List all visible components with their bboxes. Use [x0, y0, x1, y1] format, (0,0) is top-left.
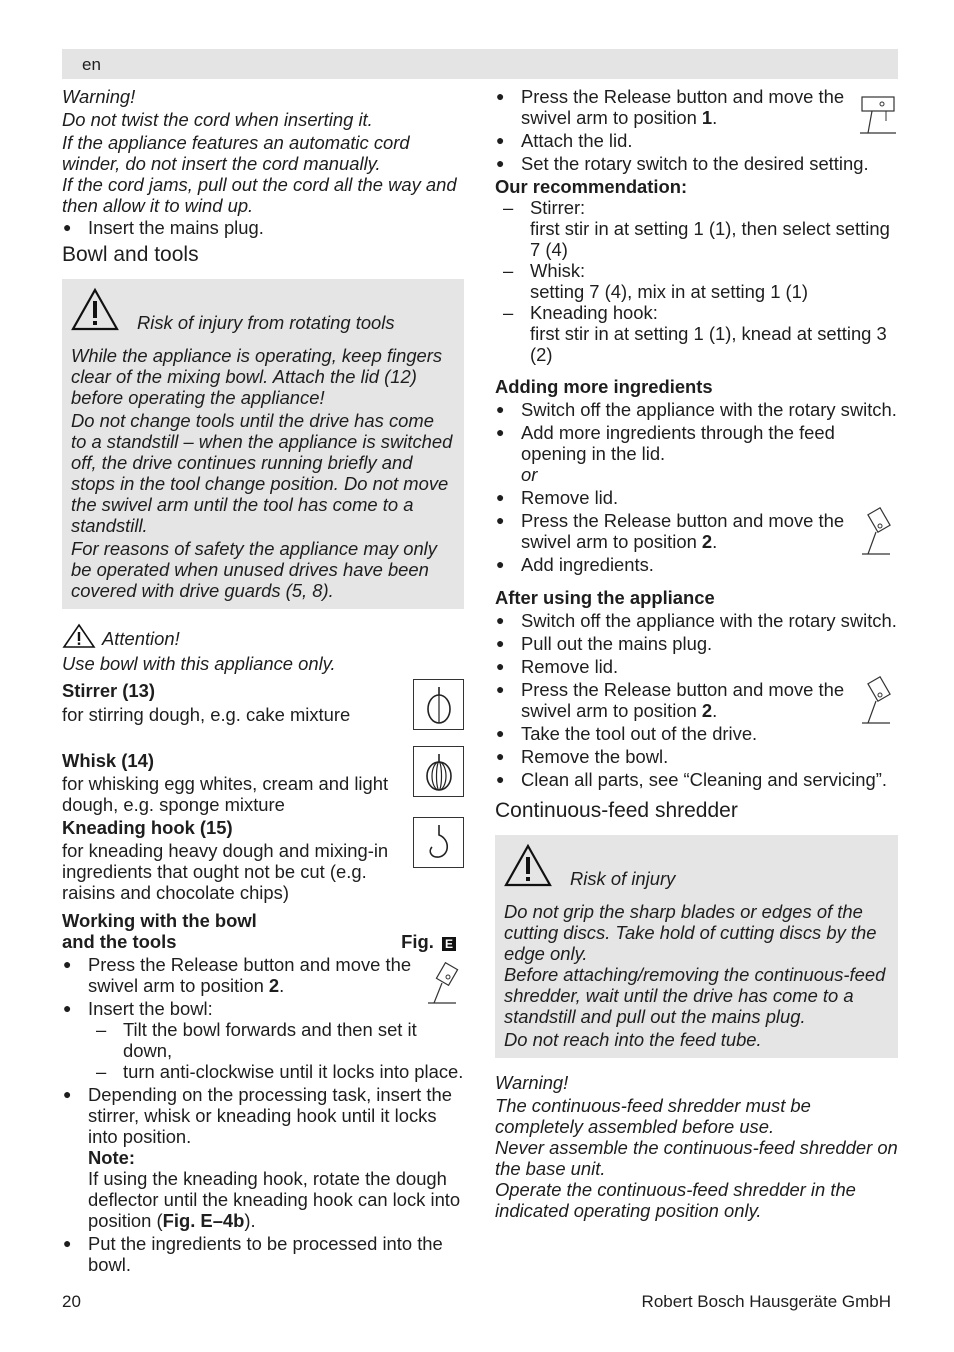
warning-line: Operate the continuous-feed shredder in the indicated operating position only.	[495, 1179, 856, 1221]
risk-box	[62, 279, 464, 609]
whisk-icon	[413, 746, 464, 797]
working-title: Working with the bowl	[62, 910, 257, 931]
note-text-part: If using the kneading hook, rotate the dough deflector until the kneading hook can lock into position (	[88, 1168, 461, 1231]
note-text-part: ).	[244, 1210, 256, 1231]
mixer-upright-icon	[856, 89, 898, 135]
after-title: After using the appliance	[495, 587, 715, 608]
after-step: ● Pull out the mains plug.	[495, 633, 898, 654]
warning-title: Warning!	[495, 1072, 569, 1093]
warning-line: Never assemble the continuous-feed shredder on the base unit.	[495, 1137, 898, 1179]
risk-paragraph: For reasons of safety the appliance may only be operated when unused drives have been covered with drive guards (5, 8).	[71, 538, 437, 601]
note-fig-suffix: –4b	[212, 1210, 245, 1231]
step-put-ingredients: ● Put the ingredients to be processed into the bowl.	[62, 1233, 464, 1275]
step-insert-tool	[62, 1084, 464, 1231]
add-step: ● Press the Release button and move the swivel arm to position 2.	[495, 510, 898, 552]
step-text: Press the Release button and move the swivel arm to position	[521, 679, 845, 721]
after-step: ● Switch off the appliance with the rotary switch.	[495, 610, 898, 631]
risk-paragraph: Before attaching/removing the continuous-feed shredder, wait until the drive has come to a standstill and pull out the mains plug.	[504, 964, 886, 1027]
note-label: Note:	[88, 1147, 135, 1168]
section-title-bowl-tools: Bowl and tools	[62, 243, 199, 266]
tool-description: for whisking egg whites, cream and light dough, e.g. sponge mixture	[62, 773, 389, 815]
warning-triangle-icon	[504, 843, 552, 891]
step-text: Insert the bowl:	[88, 998, 213, 1019]
note-fig: Fig. E	[162, 1210, 213, 1231]
warning-title: Warning!	[62, 86, 136, 107]
tool-stirrer	[62, 680, 464, 738]
tool-kneading-hook	[62, 817, 464, 903]
fig-letter: E	[442, 937, 456, 951]
tool-name: Kneading hook (15)	[62, 817, 233, 838]
add-step: ● Remove lid.	[495, 487, 898, 508]
rec-text: first stir in at setting 1 (1), knead at setting 3 (2)	[530, 323, 887, 365]
tool-name: Whisk (14)	[62, 750, 154, 771]
tool-whisk	[62, 750, 464, 815]
mixer-swivel-icon	[856, 504, 898, 550]
attention-title: Attention!	[102, 627, 180, 649]
rec-name: Whisk:	[530, 260, 586, 281]
tool-description: for stirring dough, e.g. cake mixture	[62, 704, 351, 725]
step-set-switch: ● Set the rotary switch to the desired setting.	[495, 153, 898, 174]
risk-paragraph: Do not change tools until the drive has come to a standstill – when the appliance is switched off, the drive continues running briefly and stops in the tool change position. Do not move the swivel arm until the tool has come to a standstill.	[71, 410, 453, 536]
fig-reference	[401, 931, 456, 952]
warning-line: Do not twist the cord when inserting it.	[62, 109, 373, 130]
after-step: ● Clean all parts, see “Cleaning and servicing”.	[495, 769, 898, 790]
fig-label: Fig.	[401, 931, 434, 952]
step-text: Press the Release button and move the swivel arm to position	[521, 86, 845, 128]
warning-line: The continuous-feed shredder must be completely assembled before use.	[495, 1095, 811, 1137]
company-name: Robert Bosch Hausgeräte GmbH	[641, 1292, 891, 1311]
recommendation-item	[495, 302, 898, 365]
rec-name: Stirrer:	[530, 197, 586, 218]
position-number: 2	[268, 975, 280, 996]
risk-paragraph: Do not grip the sharp blades or edges of the cutting discs. Take hold of cutting discs by the edge only.	[504, 901, 877, 964]
after-step: ● Press the Release button and move the swivel arm to position 2.	[495, 679, 898, 721]
warning-line: If the cord jams, pull out the cord all the way and then allow it to wind up.	[62, 174, 457, 216]
step-release-swivel: ● Press the Release button and move the swivel arm to position 2.	[62, 954, 464, 996]
step-text: Depending on the processing task, insert the stirrer, whisk or kneading hook until it locks into position.	[88, 1084, 452, 1147]
step-release-position-1: ● Press the Release button and move the swivel arm to position 1.	[495, 86, 898, 128]
mixer-swivel-icon	[422, 957, 464, 1003]
sub-step: – turn anti-clockwise until it locks into place.	[88, 1061, 464, 1082]
or-label: or	[521, 464, 538, 485]
warning-triangle-icon	[62, 623, 96, 653]
add-step	[495, 422, 898, 485]
section-title-shredder: Continuous-feed shredder	[495, 799, 738, 822]
risk-box-title: Risk of injury	[570, 868, 676, 889]
mixer-swivel-icon	[856, 673, 898, 719]
recommendation-item	[495, 197, 898, 260]
after-step: ● Remove the bowl.	[495, 746, 898, 767]
attention-text: Use bowl with this appliance only.	[62, 653, 336, 674]
risk-paragraph: While the appliance is operating, keep fingers clear of the mixing bowl. Attach the lid (12) before operating the appliance!	[71, 345, 443, 408]
add-step: ● Add ingredients.	[495, 554, 898, 575]
right-column	[495, 86, 898, 1221]
warning-line: If the appliance features an automatic cord winder, do not insert the cord manually.	[62, 132, 410, 174]
language-bar	[62, 49, 898, 79]
risk-box	[495, 835, 898, 1058]
working-title: and the tools	[62, 931, 177, 952]
rec-text: setting 7 (4), mix in at setting 1 (1)	[530, 281, 809, 302]
tool-name: Stirrer (13)	[62, 680, 156, 701]
after-step: ● Take the tool out of the drive.	[495, 723, 898, 744]
language-code: en	[82, 55, 101, 74]
step-text: Press the Release button and move the swivel arm to position	[521, 510, 845, 552]
rec-text: first stir in at setting 1 (1), then select setting 7 (4)	[530, 218, 890, 260]
left-column	[62, 86, 464, 1277]
after-step: ● Remove lid.	[495, 656, 898, 677]
page-number: 20	[62, 1292, 81, 1311]
recommendation-title: Our recommendation:	[495, 176, 688, 197]
kneading-hook-icon	[413, 817, 464, 868]
working-heading	[62, 910, 464, 952]
risk-paragraph: Do not reach into the feed tube.	[504, 1029, 762, 1050]
step-text: Press the Release button and move the swivel arm to position	[88, 954, 412, 996]
step-insert-bowl	[62, 998, 464, 1082]
step-text: Add more ingredients through the feed opening in the lid.	[521, 422, 835, 464]
risk-box-title: Risk of injury from rotating tools	[137, 312, 395, 333]
warning-triangle-icon	[71, 287, 119, 335]
rec-name: Kneading hook:	[530, 302, 658, 323]
recommendation-item	[495, 260, 898, 302]
add-step: ● Switch off the appliance with the rotary switch.	[495, 399, 898, 420]
attention-heading	[62, 623, 464, 653]
note-text	[88, 1168, 464, 1231]
tool-description: for kneading heavy dough and mixing-in ingredients that ought not be cut (e.g. raisins and chocolate chips)	[62, 840, 389, 903]
adding-title: Adding more ingredients	[495, 376, 713, 397]
position-number: 1	[701, 107, 713, 128]
position-number: 2	[701, 531, 713, 552]
bullet-insert-plug: ● Insert the mains plug.	[62, 217, 464, 238]
sub-step: – Tilt the bowl forwards and then set it down,	[88, 1019, 464, 1061]
stirrer-icon	[413, 679, 464, 730]
step-attach-lid: ● Attach the lid.	[495, 130, 898, 151]
position-number: 2	[701, 700, 713, 721]
